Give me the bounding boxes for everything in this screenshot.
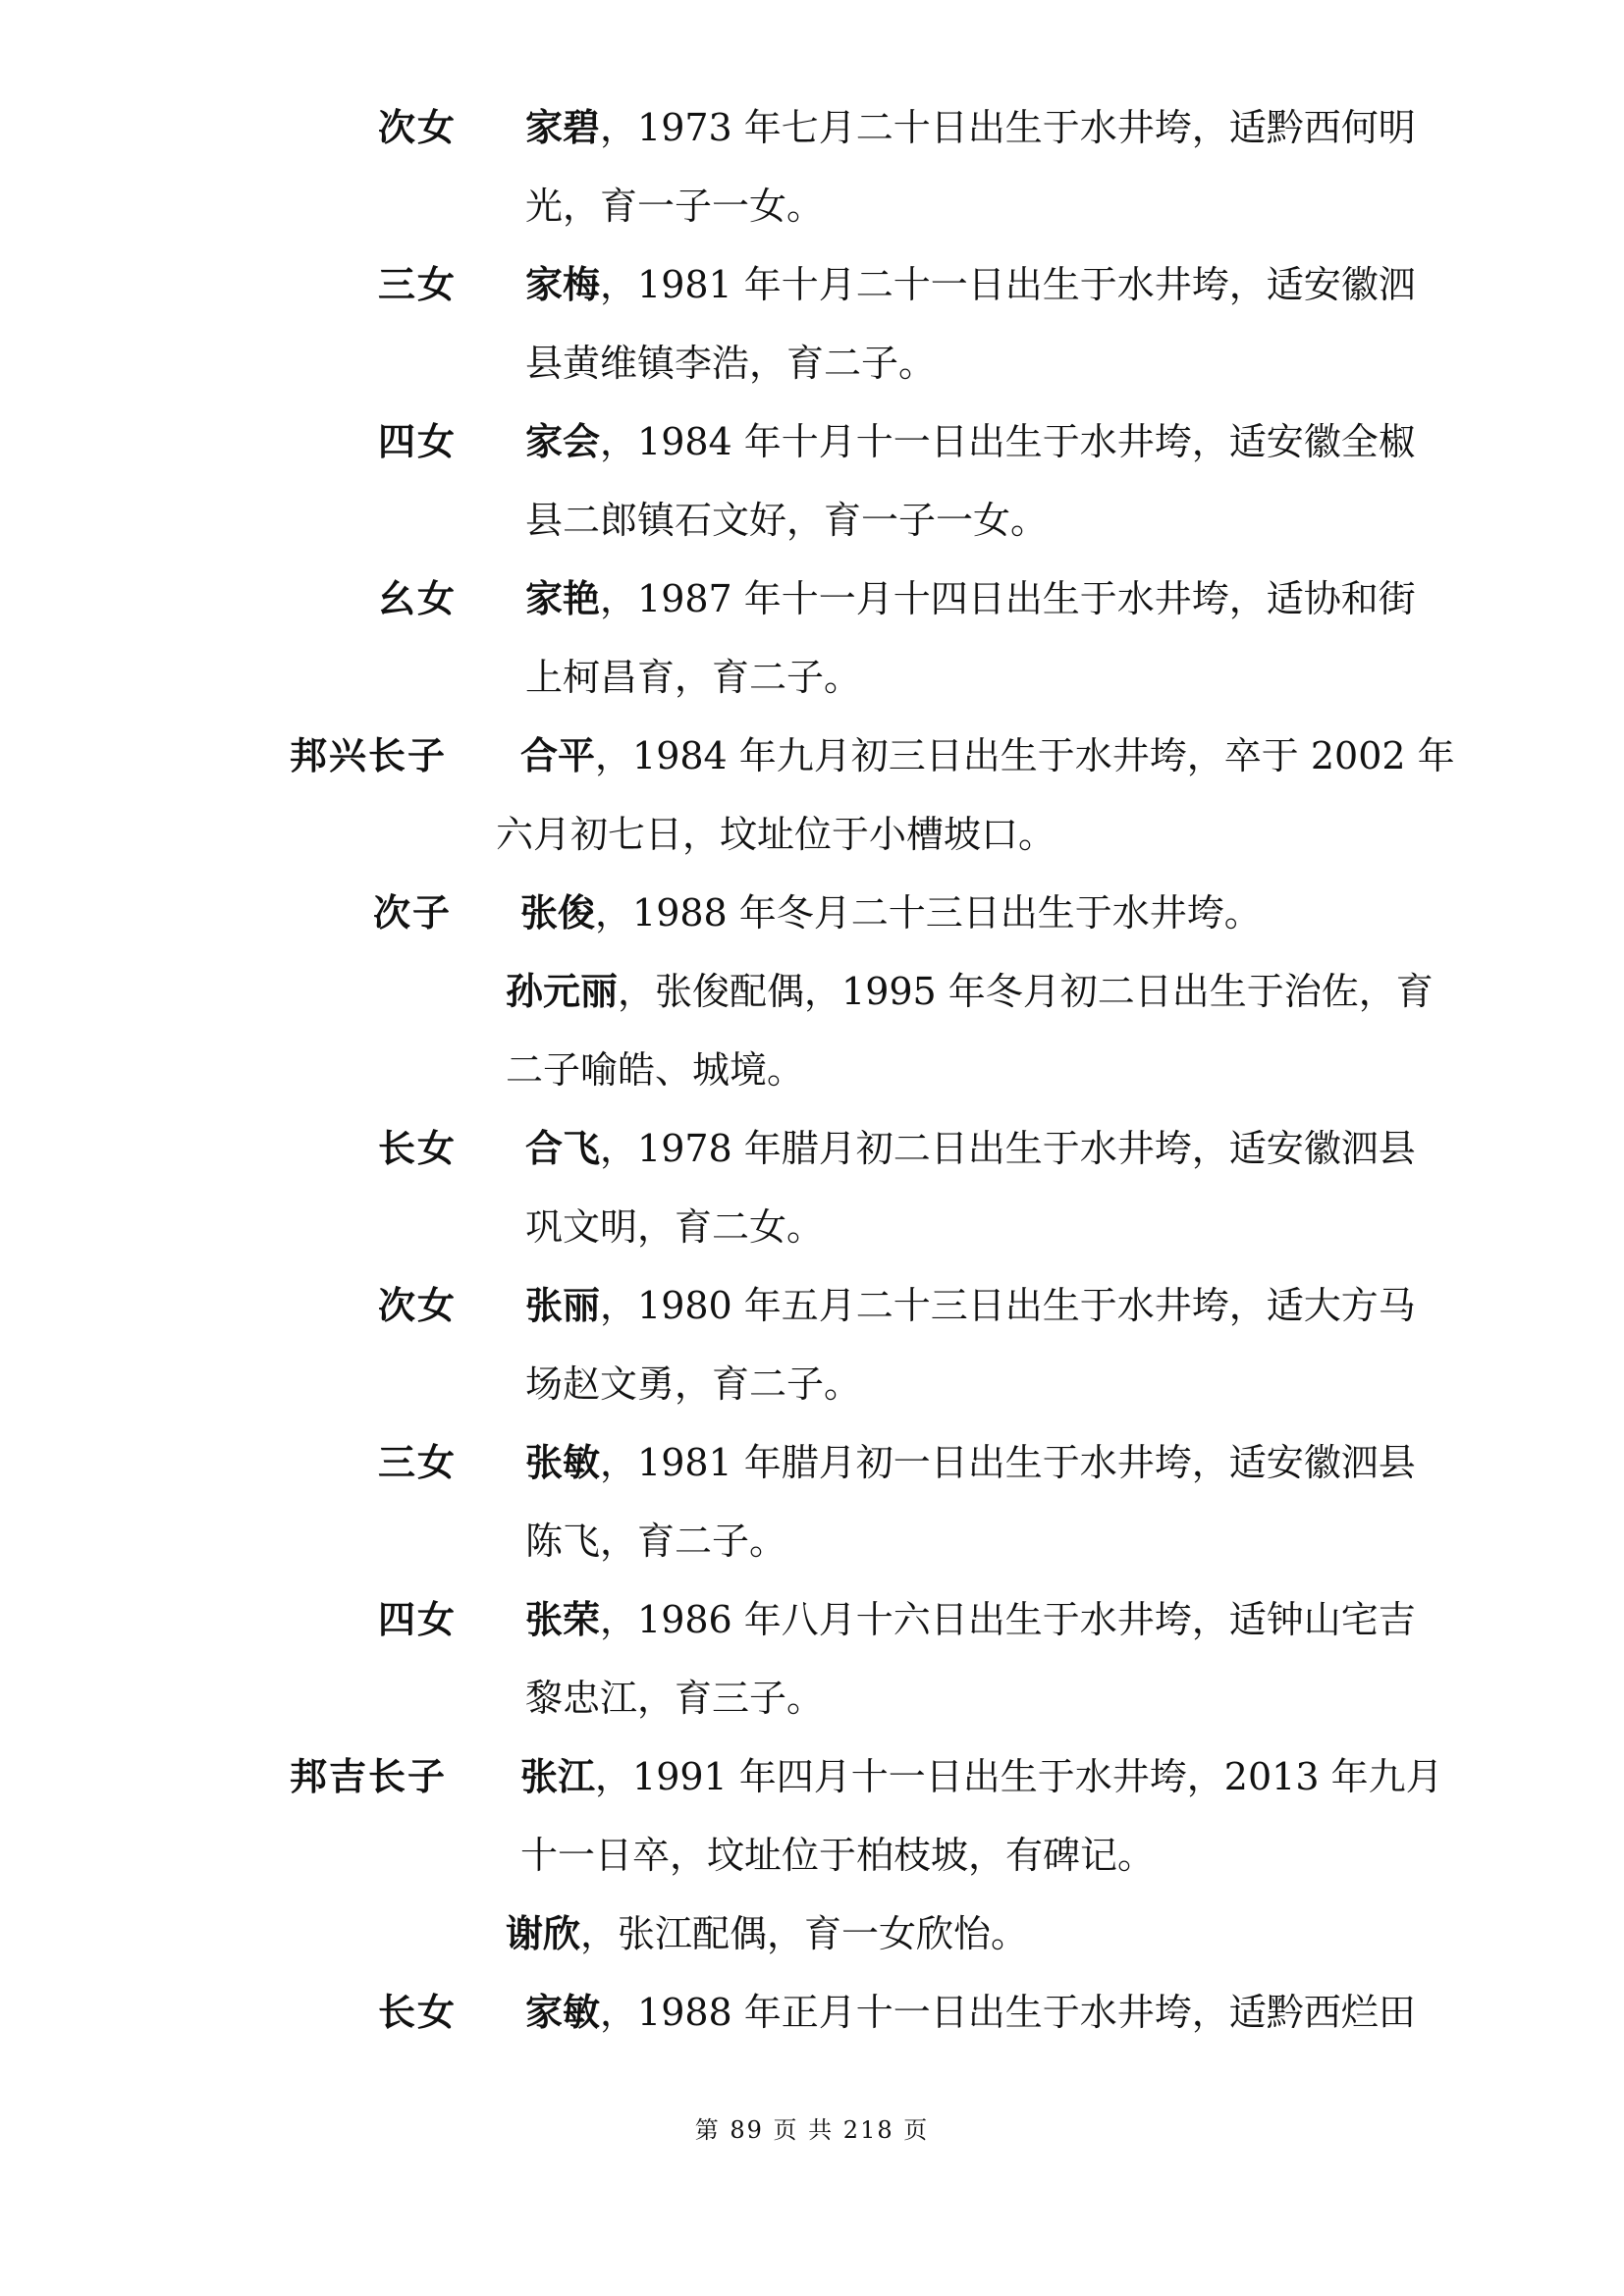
relation-label: 邦吉长子 — [290, 1754, 448, 1798]
relation-label: 长女 — [378, 1126, 458, 1170]
entry-line-1 — [520, 1737, 1443, 1816]
entry-text: ，1973 年七月二十日出生于水井垮，适黔西何明 — [600, 106, 1416, 149]
entry-line-1 — [525, 1423, 1416, 1502]
entry-text: ，1980 年五月二十三日出生于水井垮，适大方马 — [600, 1284, 1416, 1327]
spouse-text: ，张江配偶，育一女欣怡。 — [580, 1912, 1029, 1955]
entry-line-1 — [525, 402, 1416, 481]
spouse-name: 谢欣 — [506, 1911, 581, 1955]
entry-line-1 — [525, 1580, 1416, 1659]
entry-line-1 — [525, 1266, 1416, 1345]
relation-label: 三女 — [378, 262, 458, 306]
entry-text: ，1984 年十月十一日出生于水井垮，适安徽全椒 — [600, 420, 1416, 463]
relation-label: 邦兴长子 — [290, 733, 448, 777]
entry-text: ，1986 年八月十六日出生于水井垮，适钟山宅吉 — [600, 1598, 1416, 1641]
person-name: 张丽 — [525, 1283, 601, 1327]
entry-line-1 — [525, 560, 1416, 638]
entry-text: ，1988 年冬月二十三日出生于水井垮。 — [595, 891, 1262, 934]
relation-label: 次女 — [378, 105, 458, 149]
spouse-name: 孙元丽 — [506, 969, 619, 1013]
spouse-line-1 — [506, 1895, 1028, 1973]
entry-line-2: 六月初七日，坟址位于小槽坡口。 — [496, 813, 1056, 856]
entry-line-2: 县二郎镇石文好，育一子一女。 — [525, 499, 1049, 542]
entry-line-1 — [520, 874, 1262, 952]
entry-text: ，1991 年四月十一日出生于水井垮，2013 年九月 — [595, 1755, 1443, 1798]
person-name: 张俊 — [520, 890, 596, 934]
entry-line-1 — [525, 88, 1416, 167]
relation-label: 四女 — [378, 1597, 458, 1641]
person-name: 家梅 — [525, 262, 601, 306]
entry-text: ，1987 年十一月十四日出生于水井垮，适协和街 — [600, 577, 1416, 620]
entry-line-1 — [520, 717, 1455, 795]
entry-text: ，1981 年十月二十一日出生于水井垮，适安徽泗 — [600, 263, 1416, 306]
entry-line-1 — [525, 1109, 1416, 1188]
entry-text: ，1978 年腊月初二日出生于水井垮，适安徽泗县 — [600, 1127, 1416, 1170]
person-name: 张荣 — [525, 1597, 601, 1641]
person-name: 张敏 — [525, 1440, 601, 1484]
entry-line-2: 县黄维镇李浩，育二子。 — [525, 342, 937, 385]
entry-line-2: 陈飞，育二子。 — [525, 1520, 787, 1563]
person-name: 合飞 — [525, 1126, 601, 1170]
entry-text: ，1981 年腊月初一日出生于水井垮，适安徽泗县 — [600, 1441, 1416, 1484]
relation-label: 幺女 — [378, 576, 458, 620]
entry-line-2: 黎忠江，育三子。 — [525, 1677, 825, 1720]
spouse-line-2: 二子喻皓、城境。 — [506, 1048, 805, 1092]
entry-line-2: 十一日卒，坟址位于柏枝坡，有碑记。 — [520, 1834, 1156, 1877]
entry-line-1 — [525, 245, 1416, 324]
person-name: 家会 — [525, 419, 601, 463]
entry-line-1 — [525, 1973, 1416, 2052]
entry-line-2: 场赵文勇，育二子。 — [525, 1362, 862, 1406]
person-name: 张江 — [520, 1754, 596, 1798]
entry-line-2: 上柯昌育，育二子。 — [525, 656, 862, 699]
relation-label: 次子 — [373, 890, 453, 934]
spouse-line-1 — [506, 952, 1434, 1031]
person-name: 家敏 — [525, 1990, 601, 2034]
person-name: 家艳 — [525, 576, 601, 620]
relation-label: 长女 — [378, 1990, 458, 2034]
relation-label: 四女 — [378, 419, 458, 463]
person-name: 家碧 — [525, 105, 601, 149]
person-name: 合平 — [520, 733, 596, 777]
relation-label: 三女 — [378, 1440, 458, 1484]
spouse-text: ，张俊配偶，1995 年冬月初二日出生于治佐，育 — [618, 970, 1434, 1013]
entry-text: ，1984 年九月初三日出生于水井垮，卒于 2002 年 — [595, 734, 1455, 777]
entry-text: ，1988 年正月十一日出生于水井垮，适黔西烂田 — [600, 1991, 1416, 2034]
relation-label: 次女 — [378, 1283, 458, 1327]
entry-line-2: 巩文明，育二女。 — [525, 1205, 825, 1249]
page-footer: 第 89 页 共 218 页 — [694, 2116, 930, 2144]
entry-line-2: 光，育一子一女。 — [525, 185, 825, 228]
